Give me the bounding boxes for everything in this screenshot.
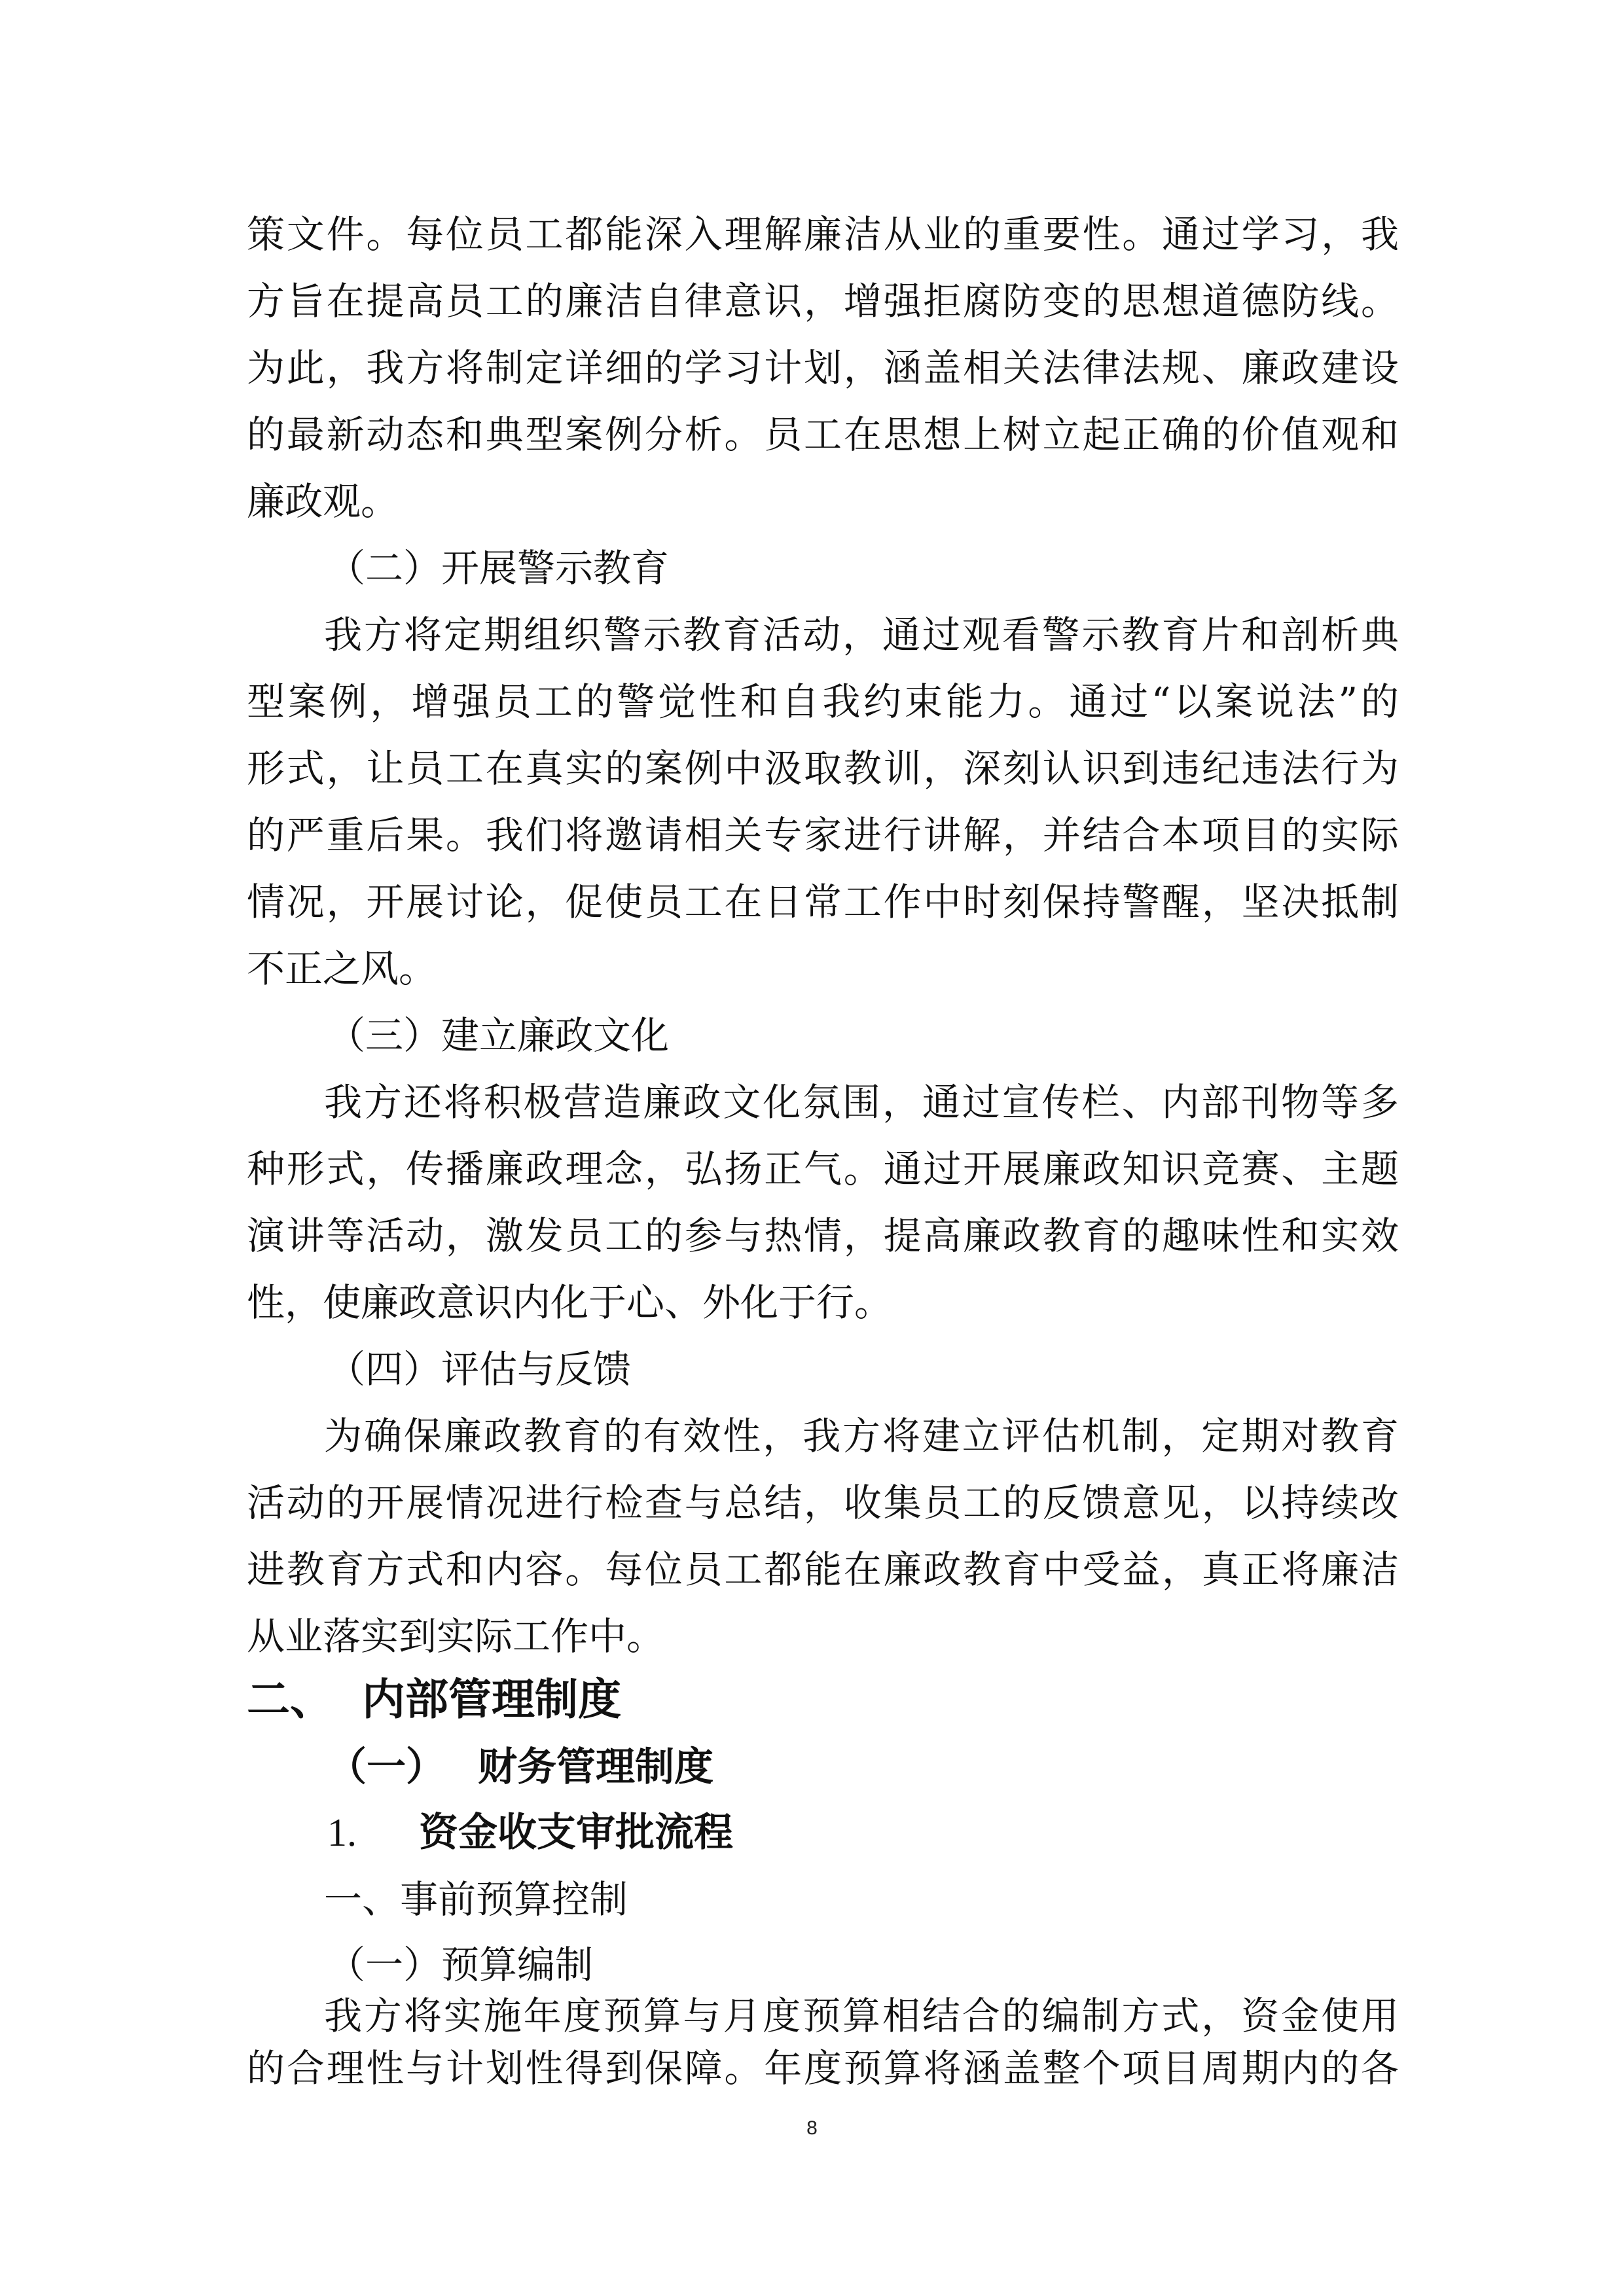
paragraph-line: 策文件。每位员工都能深入理解廉洁从业的重要性。通过学习，我 <box>247 212 1399 257</box>
paragraph-line: 型案例，增强员工的警觉性和自我约束能力。通过“以案说法”的 <box>247 679 1399 724</box>
paragraph-line: 从业落实到实际工作中。 <box>247 1614 665 1659</box>
paragraph-line: 情况，开展讨论，促使员工在日常工作中时刻保持警醒，坚决抵制 <box>247 880 1399 924</box>
paragraph-line: 的最新动态和典型案例分析。员工在思想上树立起正确的价值观和 <box>247 412 1399 457</box>
paragraph-line: 我方还将积极营造廉政文化氛围，通过宣传栏、内部刊物等多 <box>324 1080 1399 1124</box>
paragraph-line: 为此，我方将制定详细的学习计划，涵盖相关法律法规、廉政建设 <box>247 346 1399 390</box>
heading-level-4 <box>327 1805 733 1860</box>
heading-text: 资金收支审批流程 <box>419 1810 733 1856</box>
paragraph-line: 不正之风。 <box>247 946 437 991</box>
paragraph-line: 进教育方式和内容。每位员工都能在廉政教育中受益，真正将廉洁 <box>247 1547 1399 1592</box>
paragraph-line: 我方将实施年度预算与月度预算相结合的编制方式，资金使用 <box>324 1994 1399 2038</box>
subsection-title: （一）预算编制 <box>327 1943 594 1987</box>
paragraph-line: 为确保廉政教育的有效性，我方将建立评估机制，定期对教育 <box>324 1414 1399 1458</box>
section-title: （二）开展警示教育 <box>327 546 670 590</box>
heading-text: 内部管理制度 <box>362 1674 621 1725</box>
paragraph-line: 活动的开展情况进行检查与总结，收集员工的反馈意见，以持续改 <box>247 1480 1399 1525</box>
paragraph-line: 方旨在提高员工的廉洁自律意识，增强拒腐防变的思想道德防线。 <box>247 279 1399 323</box>
heading-number: 1. <box>327 1811 357 1854</box>
heading-number: （一） <box>327 1744 445 1790</box>
heading-number: 二、 <box>247 1674 333 1725</box>
paragraph-line: 我方将定期组织警示教育活动，通过观看警示教育片和剖析典 <box>324 613 1399 657</box>
paragraph-line: 的合理性与计划性得到保障。年度预算将涵盖整个项目周期内的各 <box>247 2046 1399 2090</box>
paragraph-line: 性，使廉政意识内化于心、外化于行。 <box>247 1280 893 1325</box>
subsection-title: 一、事前预算控制 <box>324 1877 628 1922</box>
paragraph-line: 演讲等活动，激发员工的参与热情，提高廉政教育的趣味性和实效 <box>247 1213 1399 1258</box>
section-title: （三）建立廉政文化 <box>327 1013 670 1058</box>
heading-text: 财务管理制度 <box>478 1744 713 1790</box>
paragraph-line: 种形式，传播廉政理念，弘扬正气。通过开展廉政知识竞赛、主题 <box>247 1147 1399 1191</box>
section-title: （四）评估与反馈 <box>327 1347 632 1391</box>
heading-level-2 <box>247 1670 621 1729</box>
heading-level-3 <box>327 1740 713 1795</box>
paragraph-line: 的严重后果。我们将邀请相关专家进行讲解，并结合本项目的实际 <box>247 813 1399 857</box>
paragraph-line: 廉政观。 <box>247 479 399 524</box>
page-number: 8 <box>806 2117 818 2139</box>
paragraph-line: 形式，让员工在真实的案例中汲取教训，深刻认识到违纪违法行为 <box>247 746 1399 791</box>
